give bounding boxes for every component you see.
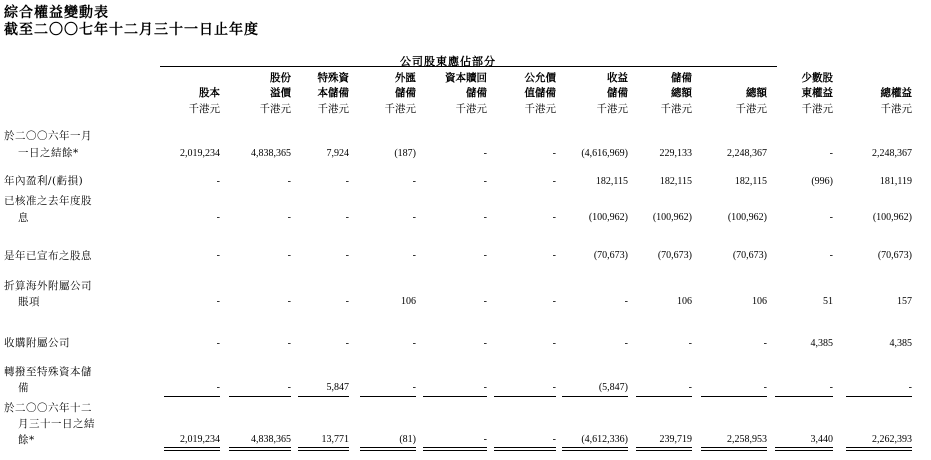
table-cell: - [216, 250, 220, 261]
table-cell: - [345, 296, 349, 307]
group-header: 公司股東應佔部分 [400, 55, 496, 68]
table-cell: 2,019,234 [180, 434, 220, 445]
table-cell: (5,847) [598, 382, 628, 393]
table-cell: - [552, 250, 556, 261]
column-header: 總權益 [880, 87, 912, 99]
table-cell: - [483, 250, 487, 261]
column-header: 總額 [746, 87, 767, 99]
table-cell: 4,838,365 [251, 148, 291, 159]
table-cell: - [483, 434, 487, 445]
column-header: 公允價 [524, 72, 556, 84]
table-cell: - [287, 296, 291, 307]
table-cell: 2,019,234 [180, 148, 220, 159]
table-cell: - [216, 382, 220, 393]
table-cell: 229,133 [659, 148, 692, 159]
table-cell: - [552, 338, 556, 349]
table-cell: 106 [677, 296, 692, 307]
table-cell: 182,115 [595, 176, 628, 187]
table-cell: - [287, 212, 291, 223]
table-cell: - [829, 212, 833, 223]
column-header: 本儲備 [317, 87, 349, 99]
row-label: 息 [18, 212, 29, 224]
table-cell: 181,119 [879, 176, 912, 187]
table-cell: (81) [399, 434, 416, 445]
table-cell: - [287, 176, 291, 187]
table-cell: - [287, 250, 291, 261]
column-header: 溢價 [270, 87, 291, 99]
total-double-rule [229, 447, 291, 451]
table-cell: - [345, 250, 349, 261]
total-double-rule [636, 447, 692, 451]
table-cell: - [908, 382, 912, 393]
column-header: 股份 [270, 72, 291, 84]
statement-subtitle: 截至二〇〇七年十二月三十一日止年度 [4, 22, 259, 38]
table-cell: (70,673) [732, 250, 767, 261]
unit-label: 千港元 [880, 103, 912, 115]
table-cell: - [216, 338, 220, 349]
subtotal-rule [298, 396, 349, 397]
table-cell: - [552, 434, 556, 445]
group-header-underline [160, 66, 777, 67]
total-double-rule [360, 447, 416, 451]
table-cell: 2,258,953 [727, 434, 767, 445]
column-header: 東權益 [801, 87, 833, 99]
table-cell: - [552, 382, 556, 393]
table-cell: 2,262,393 [872, 434, 912, 445]
subtotal-rule [636, 396, 692, 397]
subtotal-rule [494, 396, 556, 397]
row-label: 收購附屬公司 [4, 337, 70, 349]
total-double-rule [164, 447, 220, 451]
table-cell: - [552, 212, 556, 223]
table-cell: - [829, 382, 833, 393]
row-label: 轉撥至特殊資本儲 [4, 366, 92, 378]
total-double-rule [846, 447, 912, 451]
total-double-rule [775, 447, 833, 451]
row-label: 已核准之去年度股 [4, 195, 92, 207]
table-cell: 4,385 [889, 338, 912, 349]
table-cell: - [412, 176, 416, 187]
table-cell: 51 [823, 296, 833, 307]
table-cell: - [412, 382, 416, 393]
table-cell: (70,673) [657, 250, 692, 261]
table-cell: - [483, 212, 487, 223]
table-cell: (70,673) [593, 250, 628, 261]
table-cell: 2,248,367 [727, 148, 767, 159]
column-header: 少數股 [801, 72, 833, 84]
table-cell: 4,838,365 [251, 434, 291, 445]
table-cell: 157 [897, 296, 912, 307]
column-header: 特殊資 [317, 72, 349, 84]
table-cell: - [624, 338, 628, 349]
table-cell: (187) [394, 148, 416, 159]
subtotal-rule [164, 396, 220, 397]
row-label: 於二〇〇六年一月 [4, 130, 92, 142]
unit-label: 千港元 [660, 103, 692, 115]
row-label: 賬項 [18, 296, 40, 308]
column-header: 值儲備 [524, 87, 556, 99]
table-cell: - [345, 338, 349, 349]
table-cell: (100,962) [872, 212, 912, 223]
unit-label: 千港元 [317, 103, 349, 115]
column-header: 股本 [199, 87, 220, 99]
table-cell: - [483, 176, 487, 187]
unit-label: 千港元 [188, 103, 220, 115]
unit-label: 千港元 [455, 103, 487, 115]
subtotal-rule [701, 396, 767, 397]
column-header: 儲備 [607, 87, 628, 99]
table-cell: - [412, 250, 416, 261]
table-cell: 3,440 [810, 434, 833, 445]
subtotal-rule [229, 396, 291, 397]
table-cell: (4,612,336) [581, 434, 628, 445]
unit-label: 千港元 [801, 103, 833, 115]
column-header: 總額 [671, 87, 692, 99]
total-double-rule [562, 447, 628, 451]
table-cell: - [216, 212, 220, 223]
table-cell: 182,115 [659, 176, 692, 187]
table-cell: - [345, 176, 349, 187]
row-label: 備 [18, 382, 29, 394]
table-cell: - [483, 338, 487, 349]
table-cell: 239,719 [659, 434, 692, 445]
table-cell: - [483, 148, 487, 159]
unit-label: 千港元 [596, 103, 628, 115]
row-label: 年內盈利/(虧損) [4, 175, 84, 187]
row-label: 餘* [18, 434, 35, 446]
subtotal-rule [775, 396, 833, 397]
table-cell: - [483, 382, 487, 393]
unit-label: 千港元 [384, 103, 416, 115]
table-cell: - [829, 250, 833, 261]
unit-label: 千港元 [524, 103, 556, 115]
column-header: 儲備 [671, 72, 692, 84]
total-double-rule [701, 447, 767, 451]
table-cell: (100,962) [727, 212, 767, 223]
table-cell: - [763, 382, 767, 393]
table-cell: - [552, 296, 556, 307]
table-cell: (100,962) [652, 212, 692, 223]
table-cell: - [829, 148, 833, 159]
table-cell: 13,771 [321, 434, 349, 445]
column-header: 外匯 [395, 72, 416, 84]
unit-label: 千港元 [735, 103, 767, 115]
subtotal-rule [360, 396, 416, 397]
table-cell: - [483, 296, 487, 307]
table-cell: - [345, 212, 349, 223]
subtotal-rule [562, 396, 628, 397]
unit-label: 千港元 [259, 103, 291, 115]
total-double-rule [423, 447, 487, 451]
row-label: 是年已宣布之股息 [4, 250, 92, 262]
table-cell: - [688, 338, 692, 349]
statement-title: 綜合權益變動表 [4, 5, 109, 21]
table-cell: - [552, 176, 556, 187]
table-cell: 5,847 [326, 382, 349, 393]
table-cell: - [287, 338, 291, 349]
table-cell: - [412, 212, 416, 223]
table-cell: - [552, 148, 556, 159]
total-double-rule [494, 447, 556, 451]
table-cell: 106 [401, 296, 416, 307]
table-cell: 7,924 [326, 148, 349, 159]
table-cell: - [216, 176, 220, 187]
column-header: 儲備 [466, 87, 487, 99]
table-cell: - [287, 382, 291, 393]
table-cell: (4,616,969) [581, 148, 628, 159]
table-cell: - [412, 338, 416, 349]
table-cell: (100,962) [588, 212, 628, 223]
table-cell: (996) [811, 176, 833, 187]
table-cell: - [763, 338, 767, 349]
table-cell: - [216, 296, 220, 307]
table-cell: 2,248,367 [872, 148, 912, 159]
table-cell: 106 [752, 296, 767, 307]
subtotal-rule [423, 396, 487, 397]
row-label: 折算海外附屬公司 [4, 280, 92, 292]
column-header: 收益 [607, 72, 628, 84]
table-cell: - [624, 296, 628, 307]
table-cell: - [688, 382, 692, 393]
column-header: 資本贖回 [445, 72, 487, 84]
column-header: 儲備 [395, 87, 416, 99]
row-label: 一日之結餘* [18, 147, 79, 159]
total-double-rule [298, 447, 349, 451]
row-label: 於二〇〇六年十二 [4, 402, 92, 414]
subtotal-rule [846, 396, 912, 397]
table-cell: 182,115 [734, 176, 767, 187]
table-cell: 4,385 [810, 338, 833, 349]
row-label: 月三十一日之結 [18, 418, 95, 430]
table-cell: (70,673) [877, 250, 912, 261]
